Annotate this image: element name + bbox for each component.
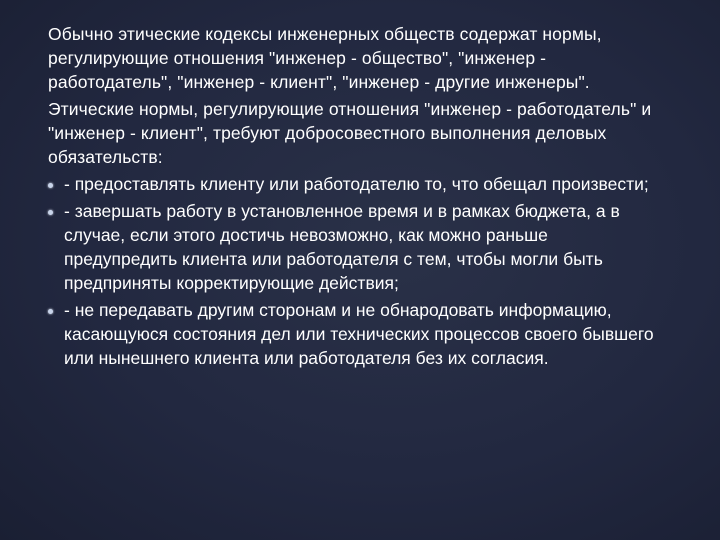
list-item [48, 199, 658, 295]
requirements-paragraph: Этические нормы, регулирующие отношения "инженер - работодатель" и "инженер - клиент", требуют добросовестного выполнения деловых обязательств: [48, 99, 652, 167]
list-item [48, 298, 658, 370]
bullet-icon [48, 210, 53, 215]
intro-paragraph: Обычно этические кодексы инженерных обществ содержат нормы, регулирующие отношения "инженер - общество", "инженер - работодатель", "инженер - клиент", "инженер - другие инженеры". [48, 24, 602, 92]
list-item-text: - предоставлять клиенту или работодателю то, что обещал произвести; [64, 174, 649, 194]
list-item-text: - завершать работу в установленное время и в рамках бюджета, а в случае, если этого достичь невозможно, как можно раньше предупредить клиента или работодателя с тем, чтобы могли быть предприняты корректирующие действия; [64, 201, 620, 293]
list-item [48, 172, 658, 196]
list-item-text: - не передавать другим сторонам и не обнародовать информацию, касающуюся состояния дел или технических процессов своего бывшего или нынешнего клиента или работодателя без их согласия. [64, 300, 654, 368]
slide-body [48, 22, 658, 373]
bullet-icon [48, 309, 53, 314]
bullet-icon [48, 183, 53, 188]
obligations-list [48, 172, 658, 370]
